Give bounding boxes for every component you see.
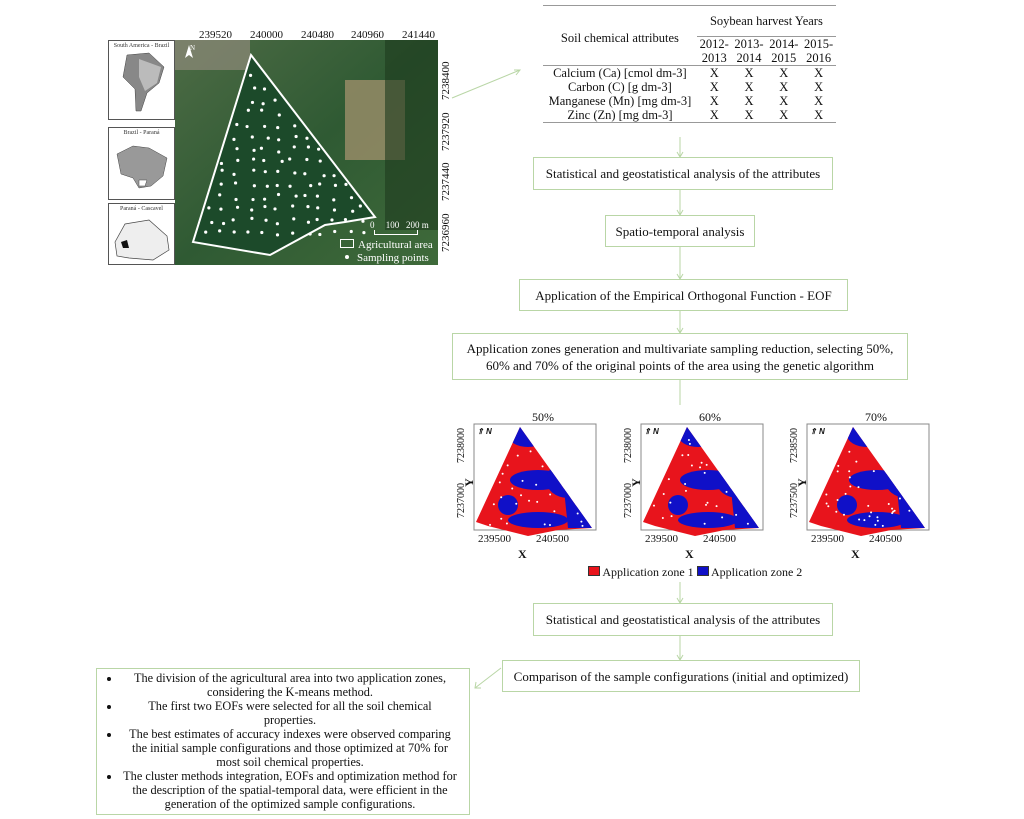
sampling-point — [235, 147, 238, 150]
sample-point — [577, 513, 579, 515]
sampling-point — [317, 148, 320, 151]
sample-point — [707, 502, 709, 504]
sampling-point — [260, 231, 263, 234]
sampling-point — [260, 109, 263, 112]
sample-point — [493, 503, 495, 505]
sampling-point — [332, 198, 335, 201]
mark: X — [814, 108, 824, 122]
sample-point — [515, 503, 517, 505]
sampling-point — [318, 182, 321, 185]
x-tick: 240500 — [869, 533, 902, 545]
mark: X — [814, 80, 824, 94]
sampling-point — [219, 208, 222, 211]
sample-point — [721, 516, 723, 518]
sampling-point — [281, 160, 284, 163]
sampling-point — [218, 229, 221, 232]
sampling-point — [232, 138, 235, 141]
conclusion-item: • The division of the agricultural area into two application zones, considering the K-means method. — [121, 671, 459, 699]
sample-point — [827, 505, 829, 507]
sample-point — [874, 524, 876, 526]
brazil-shape — [109, 136, 174, 196]
sample-point — [845, 493, 847, 495]
y-tick: 7236960 — [440, 213, 452, 252]
inset-south-america — [108, 40, 175, 120]
step-comparison: Comparison of the sample configurations (initial and optimized) — [502, 660, 860, 692]
sample-point — [716, 505, 718, 507]
sampling-point — [266, 185, 269, 188]
sample-point — [858, 518, 860, 520]
sample-point — [553, 510, 555, 512]
sampling-point — [245, 125, 248, 128]
sample-point — [705, 504, 707, 506]
parana-shape — [109, 212, 174, 264]
zone2-blob — [837, 495, 857, 515]
sampling-point — [207, 206, 210, 209]
sample-point — [857, 486, 859, 488]
sample-point — [849, 476, 851, 478]
sampling-point — [276, 184, 279, 187]
x-tick: 239500 — [478, 533, 511, 545]
mark: X — [779, 66, 789, 80]
x-tick: 241440 — [402, 29, 435, 41]
sample-point — [689, 443, 691, 445]
step-zones-generation: Application zones generation and multivariate sampling reduction, selecting 50%, 60% and 70% of the original points of the area using the genetic algorithm — [452, 333, 908, 380]
sample-point — [747, 523, 749, 525]
sampling-point — [350, 196, 353, 199]
sampling-point — [307, 221, 310, 224]
mark: X — [779, 94, 789, 108]
sampling-point — [220, 162, 223, 165]
sample-point — [837, 470, 839, 472]
y-axis-label: Y — [628, 478, 643, 487]
soil-attributes-table — [543, 5, 836, 123]
x-tick: 239520 — [199, 29, 232, 41]
north-indicator: ⇑ N — [477, 427, 492, 436]
y-tick: 7238000 — [623, 428, 634, 463]
sample-point — [735, 514, 737, 516]
mark: X — [709, 66, 719, 80]
sample-point — [549, 494, 551, 496]
sampling-point — [277, 138, 280, 141]
sample-point — [489, 524, 491, 526]
sample-point — [869, 515, 871, 517]
y-tick: 7237440 — [440, 162, 452, 201]
sample-point — [581, 525, 583, 527]
sample-point — [500, 518, 502, 520]
sampling-point — [252, 157, 255, 160]
sample-point — [500, 496, 502, 498]
sampling-point — [359, 204, 362, 207]
y-tick: 7238500 — [789, 428, 800, 463]
table-row — [543, 108, 836, 123]
sample-point — [662, 517, 664, 519]
sampling-point — [350, 230, 353, 233]
sampling-point — [316, 206, 319, 209]
sampling-point — [267, 136, 270, 139]
zone2-blob — [508, 512, 568, 528]
sampling-point — [362, 231, 365, 234]
zone2-blob — [847, 512, 907, 528]
sample-point — [701, 462, 703, 464]
sample-point — [855, 461, 857, 463]
step-spatio-temporal: Spatio-temporal analysis — [605, 215, 755, 247]
sample-point — [684, 483, 686, 485]
sampling-point — [273, 207, 276, 210]
sample-point — [542, 465, 544, 467]
sample-point — [522, 480, 524, 482]
sampling-point — [361, 220, 364, 223]
sample-point — [849, 486, 851, 488]
map-legend — [340, 239, 433, 265]
year-header: 2015- 2016 — [804, 37, 834, 65]
sampling-point — [303, 194, 306, 197]
zone2-swatch — [697, 566, 709, 576]
sample-point — [499, 481, 501, 483]
sampling-point — [220, 183, 223, 186]
sampling-point — [263, 125, 266, 128]
sample-point — [891, 512, 893, 514]
sampling-point — [232, 173, 235, 176]
y-axis-label: Y — [461, 478, 476, 487]
x-tick: 240480 — [301, 29, 334, 41]
sampling-point — [277, 193, 280, 196]
y-tick: 7238000 — [456, 428, 467, 463]
sampling-point — [334, 184, 337, 187]
sample-point — [867, 505, 869, 507]
sample-point — [837, 499, 839, 501]
sampling-point — [322, 174, 325, 177]
x-tick: 239500 — [645, 533, 678, 545]
sampling-point — [236, 206, 239, 209]
sample-point — [653, 505, 655, 507]
sampling-point — [264, 219, 267, 222]
scale-bar — [370, 220, 429, 235]
attribute-name: Zinc (Zn) [mg dm-3] — [567, 108, 673, 122]
sampling-point — [288, 157, 291, 160]
mark: X — [744, 108, 754, 122]
year-header: 2013- 2014 — [734, 37, 764, 65]
x-axis-label: X — [685, 547, 694, 561]
sampling-point — [247, 109, 250, 112]
sample-point — [671, 515, 673, 517]
north-label: N — [818, 427, 825, 436]
sampling-point — [249, 74, 252, 77]
sample-point — [848, 451, 850, 453]
map-title: 50% — [532, 410, 554, 424]
sampling-point — [333, 208, 336, 211]
south-america-shape — [109, 49, 174, 115]
legend-label: Application zone 1 — [602, 565, 694, 579]
y-tick: 7237000 — [456, 483, 467, 518]
inset-label: South America - Brazil — [113, 43, 170, 49]
zone1-swatch — [588, 566, 600, 576]
conclusion-item: • The cluster methods integration, EOFs and optimization method for the description of the spatial-temporal data, were efficient in the generation of the optimized sample configurations. — [121, 769, 459, 811]
sampling-point — [263, 205, 266, 208]
sampling-point — [250, 217, 253, 220]
sampling-point — [333, 230, 336, 233]
sample-point — [517, 455, 519, 457]
zone-map-70pct — [789, 410, 951, 561]
legend-label: Application zone 2 — [711, 565, 803, 579]
north-indicator: ⇑ N — [644, 427, 659, 436]
sampling-point — [276, 126, 279, 129]
x-tick: 239500 — [811, 533, 844, 545]
step-eof: Application of the Empirical Orthogonal Function - EOF — [519, 279, 848, 311]
sampling-point — [246, 230, 249, 233]
sample-point — [544, 523, 546, 525]
sampling-point — [252, 169, 255, 172]
x-axis-label: X — [518, 547, 527, 561]
sampling-point — [222, 222, 225, 225]
sample-point — [908, 510, 910, 512]
sample-point — [706, 464, 708, 466]
sample-point — [870, 511, 872, 513]
conclusion-item: • The first two EOFs were selected for all the soil chemical properties. — [121, 699, 459, 727]
mark: X — [779, 80, 789, 94]
sample-point — [704, 523, 706, 525]
sampling-point — [309, 232, 312, 235]
map-title: 60% — [699, 410, 721, 424]
zone2-blob — [678, 512, 738, 528]
sampling-point — [264, 170, 267, 173]
north-label: N — [190, 44, 196, 52]
sampling-point — [291, 231, 294, 234]
sample-point — [848, 470, 850, 472]
y-axis-label: Y — [794, 478, 809, 487]
y-tick: 7237920 — [440, 112, 452, 151]
sampling-point — [293, 124, 296, 127]
sampling-point — [305, 158, 308, 161]
sample-point — [825, 493, 827, 495]
sampling-point — [293, 145, 296, 148]
conclusions-box — [96, 668, 470, 815]
sample-point — [688, 439, 690, 441]
sampling-point — [309, 184, 312, 187]
sampling-point — [251, 198, 254, 201]
sampling-point — [316, 195, 319, 198]
zones-legend — [588, 565, 802, 580]
mark: X — [709, 80, 719, 94]
sampling-point — [306, 205, 309, 208]
mark: X — [709, 108, 719, 122]
y-tick: 7238400 — [440, 61, 452, 100]
attribute-name: Carbon (C) [g dm-3] — [568, 80, 672, 94]
sample-point — [843, 514, 845, 516]
y-tick: 7237000 — [623, 483, 634, 518]
mark: X — [744, 80, 754, 94]
sampling-point — [293, 171, 296, 174]
step-statistical-analysis-2: Statistical and geostatistical analysis of the attributes — [533, 603, 833, 636]
north-label: N — [485, 427, 492, 436]
inset-parana — [108, 203, 175, 265]
x-tick: 240000 — [250, 29, 283, 41]
sample-point — [891, 508, 893, 510]
sampling-point — [234, 181, 237, 184]
sampling-point — [235, 123, 238, 126]
zone2-blob — [668, 495, 688, 515]
sampling-point — [316, 218, 319, 221]
sample-point — [549, 524, 551, 526]
sample-point — [888, 503, 890, 505]
scale-label: 200 m — [406, 220, 429, 230]
sampling-point — [344, 183, 347, 186]
sampling-point — [262, 102, 265, 105]
sampling-point — [273, 99, 276, 102]
map-title: 70% — [865, 410, 887, 424]
sampling-point — [351, 210, 354, 213]
sampling-point — [277, 150, 280, 153]
sampling-point — [233, 230, 236, 233]
arrow — [452, 70, 520, 98]
sample-point — [506, 523, 508, 525]
year-header: 2014- 2015 — [769, 37, 799, 65]
sample-point — [580, 521, 582, 523]
mark: X — [709, 94, 719, 108]
area-swatch — [340, 239, 354, 248]
sample-point — [837, 465, 839, 467]
sampling-point — [260, 147, 263, 150]
sampling-point — [292, 217, 295, 220]
point-swatch — [345, 255, 349, 259]
y-tick: 7237500 — [789, 483, 800, 518]
sampling-point — [330, 218, 333, 221]
mark: X — [779, 108, 789, 122]
mark: X — [814, 66, 824, 80]
inset-label: Paraná - Cascavel — [120, 206, 163, 212]
north-label: N — [652, 427, 659, 436]
mark: X — [744, 66, 754, 80]
sampling-point — [305, 137, 308, 140]
sample-point — [726, 491, 728, 493]
sampling-point — [218, 193, 221, 196]
sample-point — [530, 450, 532, 452]
zone-map-60pct — [623, 410, 785, 561]
sampling-point — [303, 172, 306, 175]
sampling-point — [262, 159, 265, 162]
year-header: 2012- 2013 — [699, 37, 729, 65]
sampling-point — [251, 135, 254, 138]
sample-point — [826, 502, 828, 504]
sample-point — [507, 464, 509, 466]
mark: X — [814, 94, 824, 108]
sampling-point — [263, 87, 266, 90]
sample-point — [685, 490, 687, 492]
inset-brazil — [108, 127, 175, 200]
sample-point — [882, 525, 884, 527]
x-tick: 240960 — [351, 29, 384, 41]
sample-point — [681, 454, 683, 456]
sampling-point — [276, 222, 279, 225]
sample-point — [699, 466, 701, 468]
sampling-point — [234, 198, 237, 201]
x-axis-label: X — [851, 547, 860, 561]
attribute-name: Manganese (Mn) [mg dm-3] — [548, 94, 692, 108]
sample-point — [668, 478, 670, 480]
scale-label: 100 — [385, 220, 400, 230]
sampling-point — [276, 170, 279, 173]
sampling-point — [307, 145, 310, 148]
attribute-name: Calcium (Ca) [cmol dm-3] — [553, 66, 687, 80]
table-row-header: Soil chemical attributes — [560, 30, 679, 45]
sampling-point — [250, 208, 253, 211]
zone-map-50pct — [456, 410, 618, 561]
sampling-point — [291, 204, 294, 207]
sampling-point — [344, 218, 347, 221]
sampling-point — [221, 169, 224, 172]
sample-point — [894, 510, 896, 512]
conclusion-item: • The best estimates of accuracy indexes were observed comparing the initial sample configurations and those optimized at 70% for most soil chemical properties. — [121, 727, 459, 769]
table-row — [543, 94, 836, 108]
sample-point — [876, 516, 878, 518]
sample-point — [877, 520, 879, 522]
table-row — [543, 66, 836, 81]
scale-label: 0 — [370, 220, 375, 230]
mark: X — [744, 94, 754, 108]
north-indicator: ⇑ N — [810, 427, 825, 436]
sample-point — [704, 472, 706, 474]
x-tick: 240500 — [703, 533, 736, 545]
x-tick: 240500 — [536, 533, 569, 545]
sample-point — [899, 498, 901, 500]
sampling-point — [263, 198, 266, 201]
sample-point — [502, 473, 504, 475]
sampling-point — [236, 159, 239, 162]
sampling-point — [288, 185, 291, 188]
sample-point — [873, 470, 875, 472]
table-row — [543, 80, 836, 94]
table-group-header: Soybean harvest Years — [697, 6, 836, 37]
sample-point — [528, 500, 530, 502]
sample-point — [863, 519, 865, 521]
sampling-point — [253, 86, 256, 89]
sampling-point — [253, 184, 256, 187]
inset-label: Brazil - Paraná — [123, 130, 160, 136]
sampling-point — [319, 159, 322, 162]
sampling-point — [204, 231, 207, 234]
sampling-point — [210, 221, 213, 224]
sampling-point — [251, 101, 254, 104]
sample-point — [535, 484, 537, 486]
sample-point — [691, 465, 693, 467]
sample-point — [511, 488, 513, 490]
sampling-point — [294, 135, 297, 138]
sampling-point — [276, 233, 279, 236]
sampling-point — [232, 218, 235, 221]
sample-point — [835, 511, 837, 513]
sample-point — [520, 494, 522, 496]
sampling-point — [278, 113, 281, 116]
legend-label: Agricultural area — [358, 239, 433, 251]
sample-point — [687, 454, 689, 456]
sample-point — [669, 502, 671, 504]
sampling-point — [295, 194, 298, 197]
sampling-point — [318, 233, 321, 236]
sampling-point — [332, 174, 335, 177]
legend-label: Sampling points — [357, 252, 429, 264]
sample-point — [663, 493, 665, 495]
step-statistical-analysis: Statistical and geostatistical analysis of the attributes — [533, 157, 833, 190]
sample-point — [536, 501, 538, 503]
sampling-point — [252, 149, 255, 152]
